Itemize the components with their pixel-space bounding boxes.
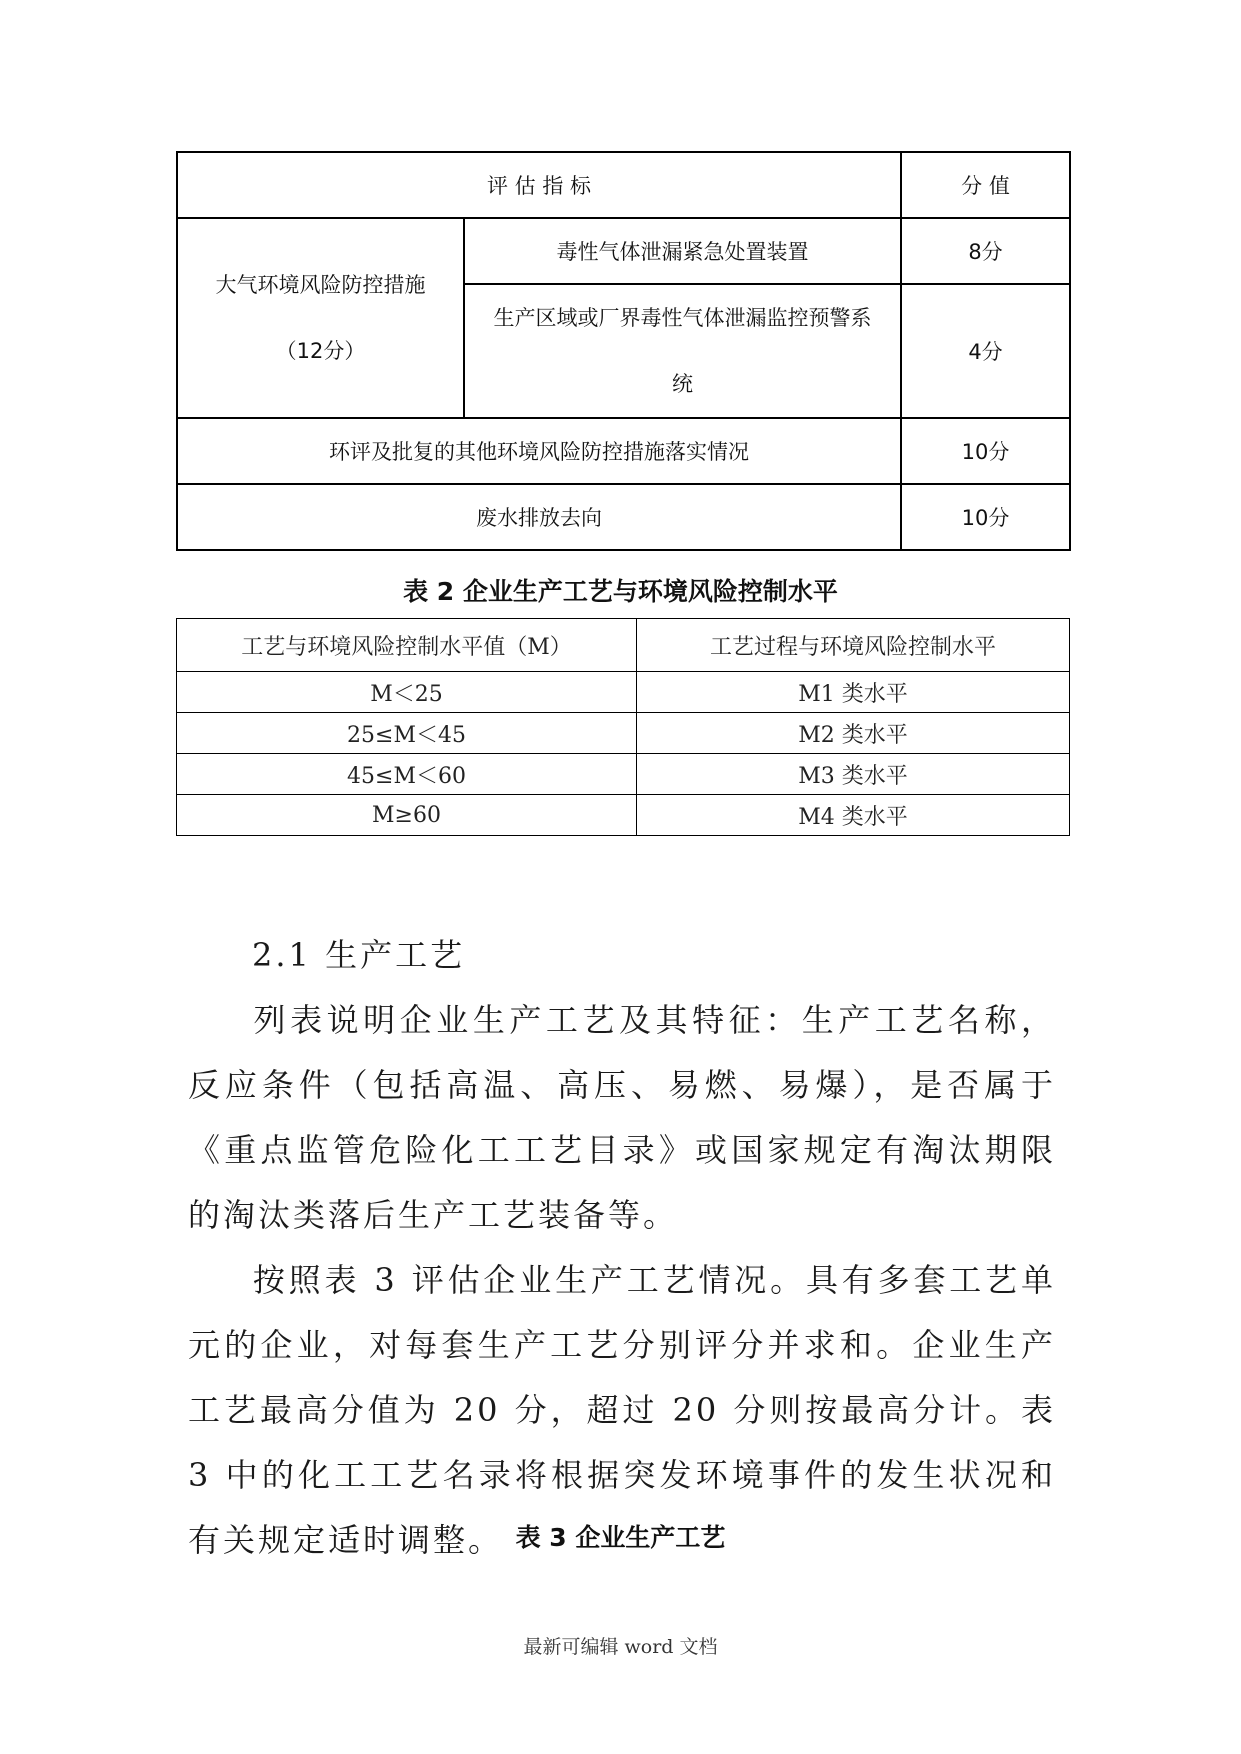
table-row — [177, 795, 1070, 836]
column-header: 工艺与环境风险控制水平值（M） — [177, 619, 637, 672]
table-cell: 25≤M＜45 — [177, 713, 637, 754]
score-cell: 4分 — [901, 284, 1070, 418]
table-cell: M4 类水平 — [637, 795, 1070, 836]
header-score: 分 值 — [901, 152, 1070, 218]
table-row — [177, 218, 1070, 284]
table-cell: M3 类水平 — [637, 754, 1070, 795]
table-cell: M＜25 — [177, 672, 637, 713]
paragraph-text: 列表说明企业生产工艺及其特征：生产工艺名称，反应条件（包括高温、高压、易燃、易爆），是否属于《重点监管危险化工工艺目录》或国家规定有淘汰期限的淘汰类落后生产工艺装备等。 — [188, 1001, 1056, 1234]
paragraph-text: 按照表 3 评估企业生产工艺情况。具有多套工艺单元的企业，对每套生产工艺分别评分并求和。企业生产工艺最高分值为 20 分，超过 20 分则按最高分计。表 3 中的化工工艺名录将根据突发环境事件的发生状况和有关规定适时调整。 — [188, 1261, 1056, 1559]
item-line: 统 — [672, 372, 693, 396]
air-group-cell — [177, 218, 464, 418]
item-cell — [464, 284, 901, 418]
risk-measures-table — [176, 151, 1071, 551]
table-row — [177, 754, 1070, 795]
score-cell: 10分 — [901, 418, 1070, 484]
score-cell: 10分 — [901, 484, 1070, 550]
body-paragraph — [188, 988, 1056, 1248]
section-heading: 2.1 生产工艺 — [252, 936, 466, 974]
item-cell: 毒性气体泄漏紧急处置装置 — [464, 218, 901, 284]
table-row — [177, 713, 1070, 754]
score-cell: 8分 — [901, 218, 1070, 284]
item-cell: 废水排放去向 — [177, 484, 901, 550]
table-cell: M1 类水平 — [637, 672, 1070, 713]
air-group-points: （12分） — [275, 339, 366, 363]
table-cell: 45≤M＜60 — [177, 754, 637, 795]
page-footer: 最新可编辑 word 文档 — [523, 1636, 718, 1658]
item-cell: 环评及批复的其他环境风险防控措施落实情况 — [177, 418, 901, 484]
table-header-row — [177, 619, 1070, 672]
table-row — [177, 418, 1070, 484]
air-group-label: 大气环境风险防控措施 — [215, 273, 426, 297]
table-cell: M2 类水平 — [637, 713, 1070, 754]
control-level-table — [176, 618, 1070, 836]
table-cell: M≥60 — [177, 795, 637, 836]
table-row — [177, 672, 1070, 713]
table2-caption: 表 2 企业生产工艺与环境风险控制水平 — [403, 577, 838, 606]
column-header: 工艺过程与环境风险控制水平 — [637, 619, 1070, 672]
table3-caption: 表 3 企业生产工艺 — [515, 1523, 726, 1552]
table-row — [177, 484, 1070, 550]
table-header-row — [177, 152, 1070, 218]
item-line: 生产区域或厂界毒性气体泄漏监控预警系 — [493, 306, 872, 330]
header-indicator: 评 估 指 标 — [177, 152, 901, 218]
